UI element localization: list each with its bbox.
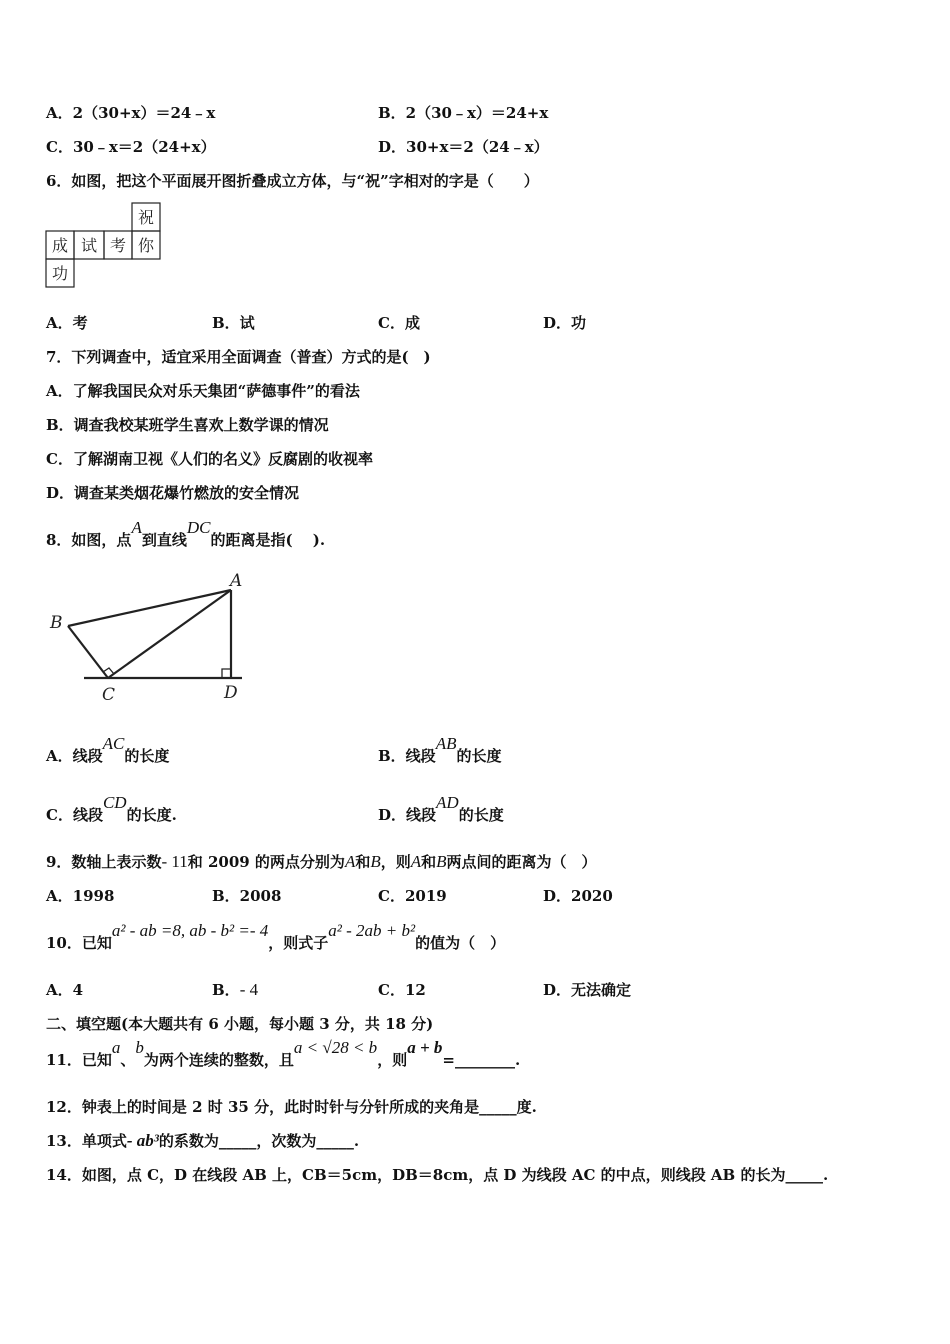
- q8-option-d-var: AD: [436, 793, 459, 812]
- q9-stem: 9．数轴上表示数- 11和 2009 的两点分别为A和B，则A和B两点间的距离为（ ）: [46, 852, 597, 871]
- q7-option-c: C．了解湖南卫视《人们的名义》反腐剧的收视率: [46, 450, 373, 468]
- label-c: C: [102, 685, 116, 705]
- q8-option-b-var: AB: [435, 734, 457, 753]
- q6-option-b: B．试: [212, 314, 255, 332]
- q11-inequality: a < √28 < b: [293, 1038, 378, 1057]
- section-2-heading: 二、填空题(本大题共有 6 小题，每小题 3 分，共 18 分): [46, 1015, 434, 1033]
- q8-stem-post: 的距离是指( ).: [210, 531, 326, 549]
- q6-option-c: C．成: [378, 314, 420, 332]
- q10-option-b: B．- 4: [212, 980, 259, 999]
- q8-var-a: A: [131, 518, 142, 537]
- q14: 14．如图，点 C，D 在线段 AB 上，CB＝5cm，DB＝8cm，点 D 为线段 AC 的中点，则线段 AB 的长为_____.: [46, 1166, 829, 1184]
- label-a: A: [230, 571, 243, 591]
- q6-option-d: D．功: [543, 314, 587, 332]
- q10-option-c: C．12: [378, 981, 426, 999]
- q5-option-c: C．30﹣x＝2（24+x）: [46, 138, 216, 156]
- q8-option-d: D．线段AD的长度: [378, 793, 504, 824]
- q8-triangle-figure: [46, 568, 266, 708]
- q8-option-a-var: AC: [102, 734, 125, 753]
- label-d: D: [224, 683, 238, 703]
- cube-net-figure: [44, 202, 164, 292]
- q8-option-b: B．线段AB的长度: [378, 734, 502, 765]
- q10-expr2: a² - 2ab + b²: [328, 921, 416, 940]
- q11-stem: 11．已知a、b为两个连续的整数，且a < √28 < b，则a + b=________.: [46, 1038, 521, 1069]
- net-char-shi: 试: [80, 236, 98, 255]
- q7-stem: 7．下列调查中，适宜采用全面调查（普查）方式的是( ): [46, 348, 431, 366]
- q9-option-b: B．2008: [212, 887, 282, 905]
- net-char-kao: 考: [109, 236, 127, 255]
- q6-stem: 6．如图，把这个平面展开图折叠成立方体，与“祝”字相对的字是（ ）: [46, 172, 539, 190]
- q13-monomial: - ab³: [126, 1131, 159, 1150]
- net-char-zhu: 祝: [137, 208, 155, 227]
- q8-var-dc: DC: [186, 518, 211, 537]
- q8-stem-mid: 到直线: [141, 531, 187, 549]
- q9-option-a: A．1998: [46, 887, 115, 905]
- q5-option-b: B．2（30﹣x）＝24+x: [378, 104, 549, 122]
- q11-expr: a + b: [407, 1038, 443, 1057]
- net-char-ni: 你: [137, 236, 155, 255]
- q9-num: - 11: [161, 852, 188, 871]
- q6-option-a: A．考: [46, 314, 88, 332]
- q5-option-d: D．30+x＝2（24﹣x）: [378, 138, 549, 156]
- q10-option-a: A．4: [46, 981, 84, 999]
- net-char-gong: 功: [51, 264, 69, 283]
- q7-option-a: A．了解我国民众对乐天集团“萨德事件”的看法: [46, 382, 360, 400]
- q8-stem-pre: 8．如图，点: [46, 531, 132, 549]
- q5-option-a: A．2（30+x）＝24﹣x: [46, 104, 216, 122]
- label-b: B: [50, 613, 63, 633]
- q8-option-c: C．线段CD的长度.: [46, 793, 177, 824]
- q11-blank: =________.: [442, 1051, 521, 1069]
- right-angle-mark-d: [222, 669, 231, 678]
- q8-option-a: A．线段AC的长度: [46, 734, 170, 765]
- q7-option-b: B．调查我校某班学生喜欢上数学课的情况: [46, 416, 329, 434]
- q8-stem: [46, 518, 326, 550]
- net-char-cheng: 成: [51, 236, 69, 255]
- q10-option-d: D．无法确定: [543, 981, 632, 999]
- q9-option-c: C．2019: [378, 887, 447, 905]
- segment-bc: [68, 626, 108, 678]
- q13: 13．单项式- ab³的系数为_____，次数为_____.: [46, 1131, 360, 1150]
- q9-option-d: D．2020: [543, 887, 613, 905]
- q12: 12．钟表上的时间是 2 时 35 分，此时时针与分针所成的夹角是_____度.: [46, 1098, 537, 1116]
- q10-expr1: a² - ab =8, ab - b² =- 4: [111, 921, 269, 940]
- q10-stem: 10．已知a² - ab =8, ab - b² =- 4，则式子a² - 2ab + b²的值为（ ）: [46, 921, 506, 952]
- q8-option-c-var: CD: [102, 793, 127, 812]
- q7-option-d: D．调查某类烟花爆竹燃放的安全情况: [46, 484, 300, 502]
